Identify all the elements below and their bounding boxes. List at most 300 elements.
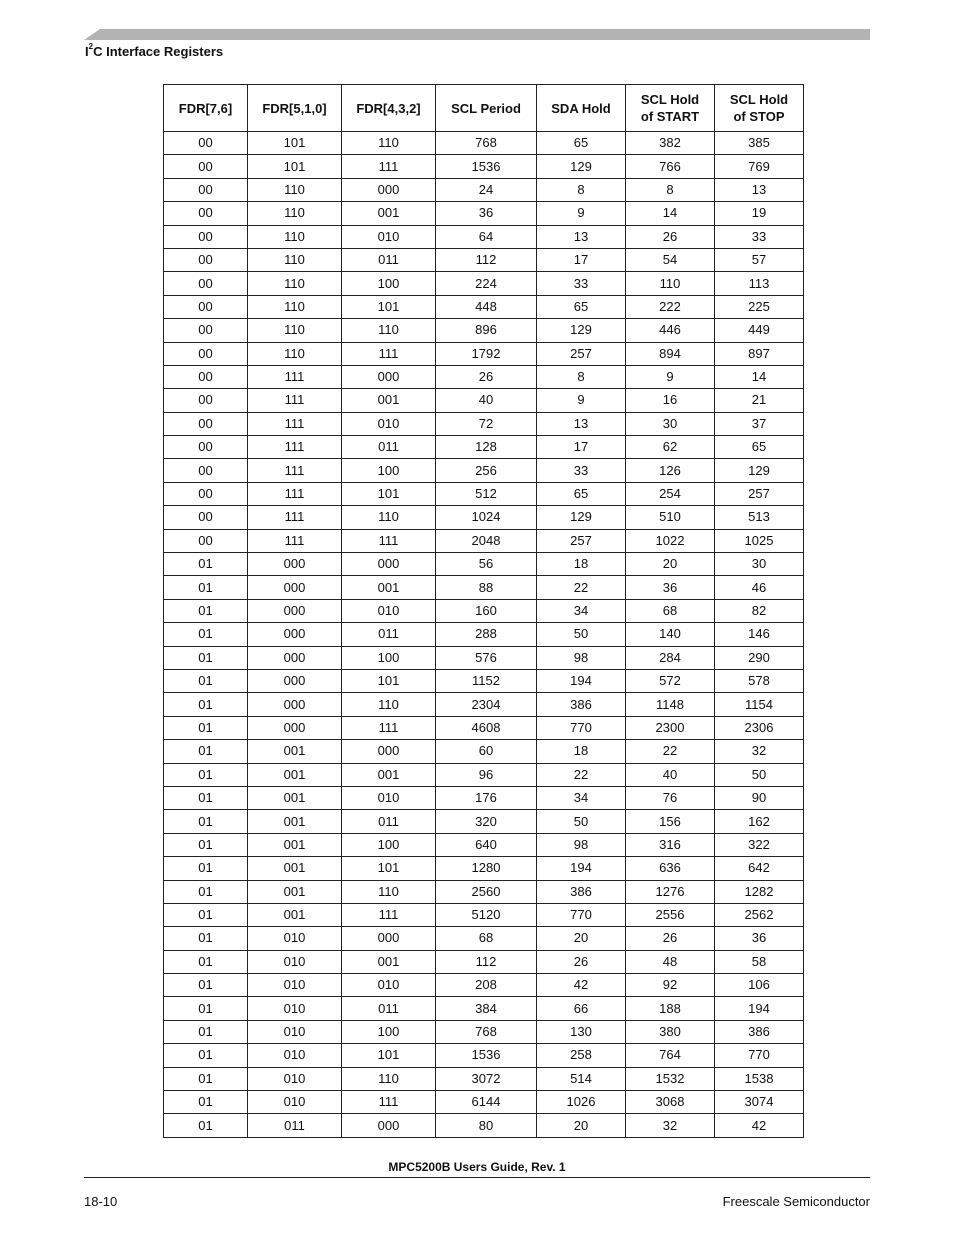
table-cell: 3068	[626, 1091, 715, 1114]
table-cell: 9	[537, 389, 626, 412]
table-cell: 30	[715, 553, 804, 576]
table-cell: 42	[537, 974, 626, 997]
table-cell: 00	[164, 155, 248, 178]
table-header-row	[164, 85, 804, 132]
table-row	[164, 342, 804, 365]
table-cell: 00	[164, 319, 248, 342]
table-cell: 770	[537, 903, 626, 926]
table-cell: 770	[715, 1044, 804, 1067]
table-cell: 111	[248, 506, 342, 529]
table-cell: 284	[626, 646, 715, 669]
table-cell: 01	[164, 763, 248, 786]
table-cell: 110	[248, 248, 342, 271]
table-cell: 514	[537, 1067, 626, 1090]
table-cell: 100	[342, 272, 436, 295]
table-cell: 572	[626, 669, 715, 692]
table-cell: 100	[342, 1020, 436, 1043]
table-cell: 000	[248, 716, 342, 739]
column-header: FDR[5,1,0]	[248, 85, 342, 132]
table-row	[164, 365, 804, 388]
table-cell: 65	[537, 132, 626, 155]
table-cell: 20	[626, 553, 715, 576]
section-title-superscript: 2	[88, 42, 94, 51]
table-cell: 194	[537, 857, 626, 880]
table-cell: 128	[436, 436, 537, 459]
table-cell: 1024	[436, 506, 537, 529]
table-cell: 001	[248, 903, 342, 926]
table-cell: 8	[626, 178, 715, 201]
table-cell: 290	[715, 646, 804, 669]
table-cell: 111	[248, 529, 342, 552]
table-cell: 18	[537, 553, 626, 576]
table-cell: 110	[342, 132, 436, 155]
table-cell: 20	[537, 1114, 626, 1137]
table-cell: 160	[436, 599, 537, 622]
table-cell: 30	[626, 412, 715, 435]
table-row	[164, 319, 804, 342]
table-cell: 01	[164, 833, 248, 856]
table-row	[164, 389, 804, 412]
table-cell: 188	[626, 997, 715, 1020]
table-cell: 01	[164, 1020, 248, 1043]
table-cell: 13	[715, 178, 804, 201]
table-cell: 50	[537, 623, 626, 646]
table-cell: 258	[537, 1044, 626, 1067]
table-cell: 578	[715, 669, 804, 692]
table-cell: 34	[537, 599, 626, 622]
table-cell: 176	[436, 786, 537, 809]
table-row	[164, 1114, 804, 1137]
table-cell: 146	[715, 623, 804, 646]
table-cell: 512	[436, 482, 537, 505]
table-cell: 010	[342, 412, 436, 435]
table-row	[164, 880, 804, 903]
table-cell: 66	[537, 997, 626, 1020]
table-cell: 98	[537, 646, 626, 669]
table-cell: 001	[342, 389, 436, 412]
table-cell: 130	[537, 1020, 626, 1043]
table-cell: 642	[715, 857, 804, 880]
table-cell: 256	[436, 459, 537, 482]
table-cell: 1148	[626, 693, 715, 716]
table-cell: 010	[248, 1091, 342, 1114]
table-cell: 000	[248, 669, 342, 692]
column-header: SDA Hold	[537, 85, 626, 132]
table-cell: 000	[342, 927, 436, 950]
table-cell: 111	[342, 1091, 436, 1114]
table-cell: 101	[248, 132, 342, 155]
table-cell: 101	[342, 482, 436, 505]
table-row	[164, 857, 804, 880]
section-title	[85, 44, 223, 59]
table-cell: 16	[626, 389, 715, 412]
table-cell: 111	[342, 903, 436, 926]
table-cell: 111	[248, 365, 342, 388]
table-cell: 01	[164, 599, 248, 622]
header-bar	[84, 29, 870, 40]
table-cell: 01	[164, 810, 248, 833]
table-cell: 65	[537, 482, 626, 505]
table-cell: 110	[248, 295, 342, 318]
table-row	[164, 927, 804, 950]
table-cell: 001	[248, 880, 342, 903]
table-cell: 00	[164, 248, 248, 271]
table-row	[164, 576, 804, 599]
table-cell: 010	[248, 927, 342, 950]
table-row	[164, 178, 804, 201]
table-cell: 001	[342, 763, 436, 786]
column-header: FDR[7,6]	[164, 85, 248, 132]
table-cell: 8	[537, 178, 626, 201]
table-cell: 1022	[626, 529, 715, 552]
column-header: FDR[4,3,2]	[342, 85, 436, 132]
table-cell: 00	[164, 178, 248, 201]
table-cell: 111	[342, 342, 436, 365]
table-cell: 162	[715, 810, 804, 833]
table-cell: 00	[164, 389, 248, 412]
table-cell: 001	[248, 786, 342, 809]
table-cell: 1152	[436, 669, 537, 692]
table-cell: 001	[342, 950, 436, 973]
table-cell: 384	[436, 997, 537, 1020]
table-cell: 1282	[715, 880, 804, 903]
column-header: SCL Hold of STOP	[715, 85, 804, 132]
table-cell: 640	[436, 833, 537, 856]
table-cell: 1276	[626, 880, 715, 903]
table-row	[164, 1020, 804, 1043]
table-cell: 01	[164, 553, 248, 576]
table-cell: 1538	[715, 1067, 804, 1090]
table-cell: 36	[436, 202, 537, 225]
table-cell: 60	[436, 740, 537, 763]
table-cell: 34	[537, 786, 626, 809]
table-cell: 1280	[436, 857, 537, 880]
table-cell: 446	[626, 319, 715, 342]
table-cell: 011	[248, 1114, 342, 1137]
table-row	[164, 693, 804, 716]
table-cell: 000	[248, 553, 342, 576]
table-cell: 257	[537, 529, 626, 552]
table-cell: 111	[342, 155, 436, 178]
table-cell: 000	[342, 740, 436, 763]
table-cell: 100	[342, 833, 436, 856]
table-cell: 129	[537, 506, 626, 529]
table-row	[164, 412, 804, 435]
table-cell: 110	[342, 319, 436, 342]
table-row	[164, 1067, 804, 1090]
table-row	[164, 155, 804, 178]
footer-company: Freescale Semiconductor	[722, 1194, 870, 1209]
table-cell: 3072	[436, 1067, 537, 1090]
table-cell: 80	[436, 1114, 537, 1137]
table-cell: 9	[537, 202, 626, 225]
section-title-suffix: C Interface Registers	[93, 44, 224, 59]
table-cell: 000	[342, 553, 436, 576]
table-cell: 111	[248, 412, 342, 435]
table-cell: 26	[626, 225, 715, 248]
table-cell: 01	[164, 974, 248, 997]
table-cell: 01	[164, 669, 248, 692]
table-cell: 37	[715, 412, 804, 435]
table-cell: 382	[626, 132, 715, 155]
table-cell: 2562	[715, 903, 804, 926]
table-cell: 1532	[626, 1067, 715, 1090]
table-cell: 636	[626, 857, 715, 880]
table-cell: 4608	[436, 716, 537, 739]
table-cell: 1536	[436, 1044, 537, 1067]
table-cell: 449	[715, 319, 804, 342]
table-cell: 769	[715, 155, 804, 178]
table-cell: 010	[342, 786, 436, 809]
table-cell: 00	[164, 295, 248, 318]
table-row	[164, 669, 804, 692]
table-cell: 110	[342, 506, 436, 529]
table-cell: 14	[626, 202, 715, 225]
table-cell: 111	[248, 459, 342, 482]
table-cell: 010	[248, 1044, 342, 1067]
table-row	[164, 997, 804, 1020]
table-cell: 72	[436, 412, 537, 435]
table-row	[164, 1044, 804, 1067]
table-cell: 000	[248, 576, 342, 599]
table-cell: 26	[537, 950, 626, 973]
table-cell: 257	[715, 482, 804, 505]
table-cell: 011	[342, 810, 436, 833]
table-cell: 01	[164, 857, 248, 880]
table-cell: 113	[715, 272, 804, 295]
table-cell: 33	[715, 225, 804, 248]
table-cell: 1025	[715, 529, 804, 552]
table-row	[164, 436, 804, 459]
table-cell: 01	[164, 950, 248, 973]
table-cell: 98	[537, 833, 626, 856]
table-cell: 894	[626, 342, 715, 365]
table-row	[164, 716, 804, 739]
table-cell: 01	[164, 927, 248, 950]
table-cell: 92	[626, 974, 715, 997]
table-row	[164, 529, 804, 552]
table-row	[164, 833, 804, 856]
table-cell: 01	[164, 716, 248, 739]
table-cell: 00	[164, 436, 248, 459]
table-cell: 19	[715, 202, 804, 225]
table-cell: 111	[248, 436, 342, 459]
table-cell: 386	[537, 880, 626, 903]
table-cell: 764	[626, 1044, 715, 1067]
table-row	[164, 272, 804, 295]
table-cell: 000	[342, 365, 436, 388]
footer-doc-title: MPC5200B Users Guide, Rev. 1	[388, 1160, 566, 1174]
table-cell: 36	[626, 576, 715, 599]
table-row	[164, 599, 804, 622]
table-cell: 54	[626, 248, 715, 271]
table-cell: 13	[537, 412, 626, 435]
table-cell: 21	[715, 389, 804, 412]
table-cell: 129	[715, 459, 804, 482]
table-header	[164, 85, 804, 132]
table-cell: 01	[164, 997, 248, 1020]
table-cell: 17	[537, 436, 626, 459]
table-row	[164, 553, 804, 576]
table-cell: 101	[342, 1044, 436, 1067]
table-cell: 112	[436, 950, 537, 973]
table-cell: 768	[436, 1020, 537, 1043]
table-cell: 386	[715, 1020, 804, 1043]
table-cell: 01	[164, 1067, 248, 1090]
table-cell: 01	[164, 880, 248, 903]
table-cell: 90	[715, 786, 804, 809]
table-cell: 222	[626, 295, 715, 318]
table-cell: 2306	[715, 716, 804, 739]
table-cell: 194	[715, 997, 804, 1020]
table-cell: 00	[164, 132, 248, 155]
table-cell: 01	[164, 576, 248, 599]
table-cell: 9	[626, 365, 715, 388]
table-cell: 110	[342, 693, 436, 716]
footer-divider	[84, 1177, 870, 1178]
table-cell: 111	[342, 529, 436, 552]
table-cell: 01	[164, 740, 248, 763]
table-row	[164, 248, 804, 271]
table-row	[164, 763, 804, 786]
table-cell: 225	[715, 295, 804, 318]
table-cell: 576	[436, 646, 537, 669]
table-cell: 101	[248, 155, 342, 178]
table-cell: 001	[248, 740, 342, 763]
table-cell: 62	[626, 436, 715, 459]
table-cell: 01	[164, 1114, 248, 1137]
table-cell: 010	[248, 1067, 342, 1090]
table-cell: 194	[537, 669, 626, 692]
table-cell: 513	[715, 506, 804, 529]
table-cell: 010	[248, 974, 342, 997]
column-header: SCL Period	[436, 85, 537, 132]
table-cell: 2048	[436, 529, 537, 552]
table-cell: 010	[342, 599, 436, 622]
table-cell: 000	[342, 178, 436, 201]
table-body	[164, 132, 804, 1138]
table-row	[164, 506, 804, 529]
table-cell: 00	[164, 342, 248, 365]
table-cell: 101	[342, 857, 436, 880]
fdr-timing-table	[163, 84, 804, 1138]
table-cell: 001	[342, 202, 436, 225]
table-cell: 00	[164, 459, 248, 482]
table-cell: 96	[436, 763, 537, 786]
table-cell: 254	[626, 482, 715, 505]
table-cell: 448	[436, 295, 537, 318]
table-cell: 01	[164, 1044, 248, 1067]
table-cell: 100	[342, 646, 436, 669]
table-cell: 386	[537, 693, 626, 716]
table-cell: 82	[715, 599, 804, 622]
table-cell: 110	[626, 272, 715, 295]
table-cell: 001	[342, 576, 436, 599]
table-cell: 1026	[537, 1091, 626, 1114]
table-cell: 000	[248, 599, 342, 622]
table-cell: 001	[248, 810, 342, 833]
table-cell: 320	[436, 810, 537, 833]
table-cell: 896	[436, 319, 537, 342]
table-cell: 2556	[626, 903, 715, 926]
table-cell: 011	[342, 436, 436, 459]
table-cell: 8	[537, 365, 626, 388]
table-cell: 111	[342, 716, 436, 739]
table-cell: 316	[626, 833, 715, 856]
table-cell: 33	[537, 459, 626, 482]
table-cell: 110	[248, 225, 342, 248]
table-cell: 110	[248, 272, 342, 295]
table-cell: 110	[248, 202, 342, 225]
table-row	[164, 740, 804, 763]
table-cell: 2300	[626, 716, 715, 739]
table-cell: 00	[164, 506, 248, 529]
table-cell: 18	[537, 740, 626, 763]
table-cell: 56	[436, 553, 537, 576]
table-cell: 2304	[436, 693, 537, 716]
table-cell: 385	[715, 132, 804, 155]
table-cell: 00	[164, 272, 248, 295]
table-cell: 000	[248, 693, 342, 716]
table-row	[164, 950, 804, 973]
table-cell: 01	[164, 903, 248, 926]
table-cell: 50	[537, 810, 626, 833]
section-title-prefix: I	[85, 44, 89, 59]
table-cell: 42	[715, 1114, 804, 1137]
table-cell: 110	[342, 880, 436, 903]
table-cell: 101	[342, 669, 436, 692]
table-cell: 13	[537, 225, 626, 248]
table-row	[164, 225, 804, 248]
table-cell: 68	[626, 599, 715, 622]
table-cell: 111	[248, 389, 342, 412]
table-cell: 64	[436, 225, 537, 248]
table-cell: 33	[537, 272, 626, 295]
table-cell: 380	[626, 1020, 715, 1043]
table-cell: 897	[715, 342, 804, 365]
table-cell: 46	[715, 576, 804, 599]
table-cell: 208	[436, 974, 537, 997]
table-cell: 010	[248, 950, 342, 973]
table-cell: 00	[164, 412, 248, 435]
table-row	[164, 459, 804, 482]
table-row	[164, 482, 804, 505]
table-cell: 000	[342, 1114, 436, 1137]
table-cell: 010	[342, 974, 436, 997]
table-row	[164, 786, 804, 809]
table-cell: 68	[436, 927, 537, 950]
table-cell: 001	[248, 763, 342, 786]
table-cell: 001	[248, 857, 342, 880]
table-cell: 40	[436, 389, 537, 412]
table-cell: 01	[164, 623, 248, 646]
table-cell: 40	[626, 763, 715, 786]
table-cell: 58	[715, 950, 804, 973]
table-cell: 1792	[436, 342, 537, 365]
table-cell: 01	[164, 646, 248, 669]
table-cell: 156	[626, 810, 715, 833]
table-cell: 22	[626, 740, 715, 763]
table-cell: 000	[248, 623, 342, 646]
table-cell: 20	[537, 927, 626, 950]
table-cell: 2560	[436, 880, 537, 903]
table-cell: 257	[537, 342, 626, 365]
table-cell: 32	[626, 1114, 715, 1137]
table-cell: 5120	[436, 903, 537, 926]
table-cell: 010	[342, 225, 436, 248]
table-cell: 126	[626, 459, 715, 482]
table-cell: 100	[342, 459, 436, 482]
